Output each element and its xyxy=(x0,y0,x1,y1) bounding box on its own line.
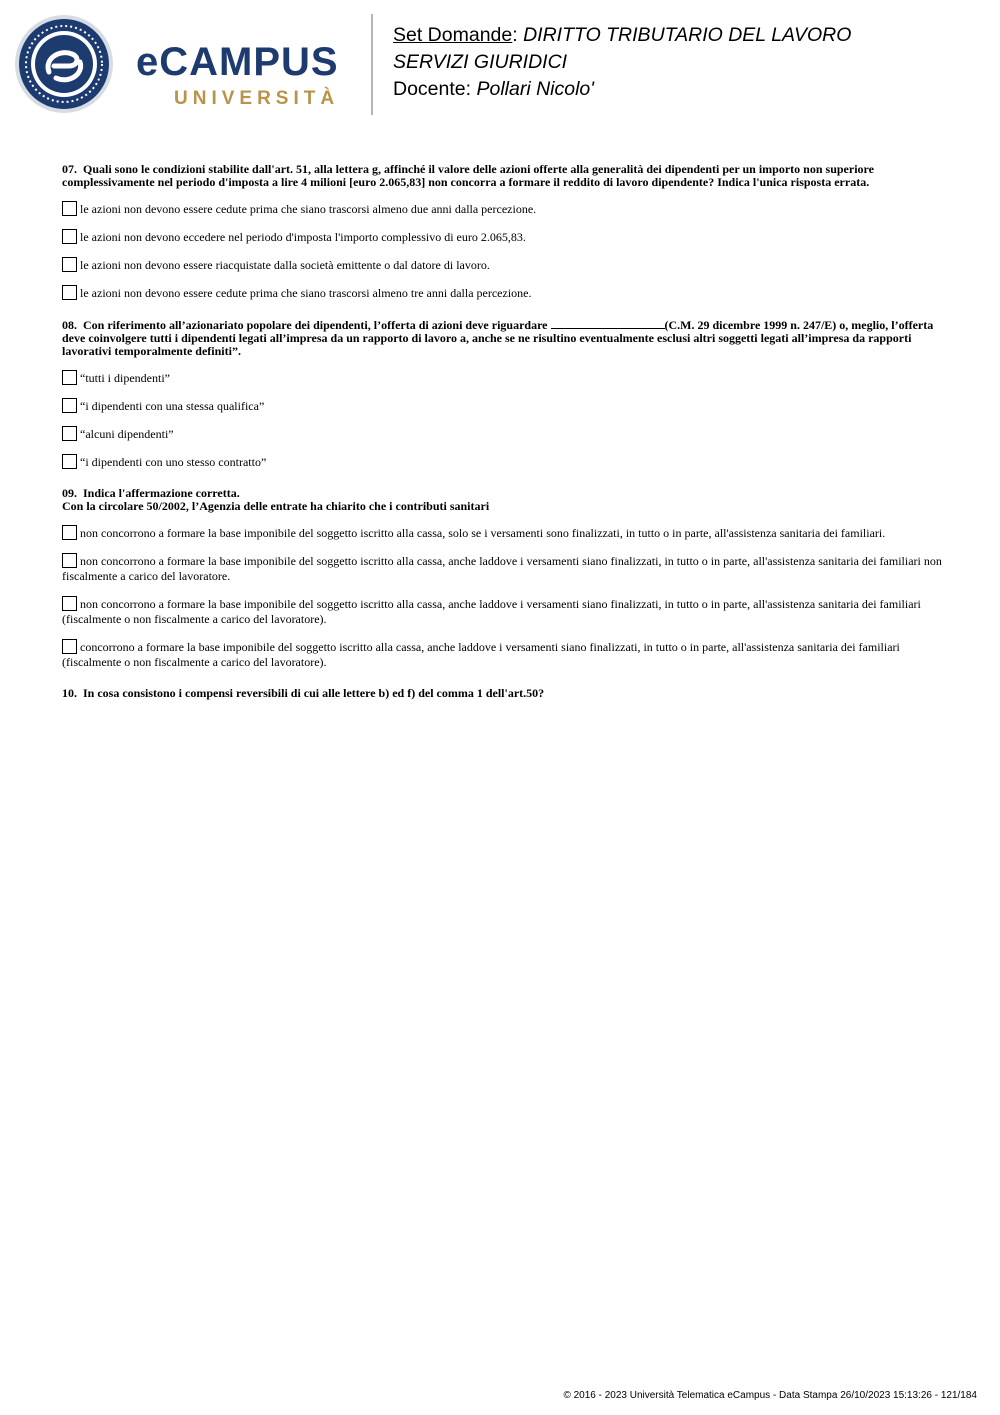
brand-subtitle: UNIVERSITÀ xyxy=(174,88,340,109)
question-body: Indica l'affermazione corretta. xyxy=(83,486,240,500)
page-footer: © 2016 - 2023 Università Telematica eCampus - Data Stampa 26/10/2023 15:13:26 - 121/184 xyxy=(563,1390,977,1401)
ecampus-logo xyxy=(14,14,359,119)
answer-checkbox[interactable] xyxy=(62,285,77,300)
question-text xyxy=(62,163,942,189)
answer-option xyxy=(62,229,942,245)
question-number: 09. xyxy=(62,486,77,500)
question-body-continued: (C.M. 29 dicembre 1999 n. 247/E) o, meglio, l’offerta deve coinvolgere tutti i dipendenti legati all’impresa da un rapporto di lavoro a, anche se ne risultino eventualmente esclusi altri soggetti legati all’impresa da rapporti lavorativi temporalmente definiti”. xyxy=(62,318,934,358)
answer-checkbox[interactable] xyxy=(62,201,77,216)
answer-label: “i dipendenti con uno stesso contratto” xyxy=(80,455,267,469)
teacher-name: Pollari Nicolo' xyxy=(476,78,594,100)
header-divider xyxy=(371,14,373,115)
answer-label: “alcuni dipendenti” xyxy=(80,427,174,441)
answer-option xyxy=(62,257,942,273)
answer-option xyxy=(62,525,942,541)
answer-checkbox[interactable] xyxy=(62,454,77,469)
answer-option xyxy=(62,596,942,627)
question-10 xyxy=(62,687,942,700)
answer-checkbox[interactable] xyxy=(62,553,77,568)
answer-checkbox[interactable] xyxy=(62,398,77,413)
answer-label: non concorrono a formare la base imponibile del soggetto iscritto alla cassa, anche laddove i versamenti siano finalizzati, in tutto o in parte, all'assistenza sanitaria dei familiari (fiscalmente o non fiscalmente a carico del lavoratore). xyxy=(62,597,921,626)
answer-option xyxy=(62,285,942,301)
answer-checkbox[interactable] xyxy=(62,229,77,244)
header-info xyxy=(393,22,851,103)
answer-label: “i dipendenti con una stessa qualifica” xyxy=(80,399,265,413)
answer-option xyxy=(62,426,942,442)
question-08 xyxy=(62,318,942,470)
answer-checkbox[interactable] xyxy=(62,596,77,611)
answer-label: le azioni non devono essere cedute prima che siano trascorsi almeno due anni dalla percezione. xyxy=(80,202,537,216)
answer-option xyxy=(62,553,942,584)
answer-label: “tutti i dipendenti” xyxy=(80,371,170,385)
question-text xyxy=(62,487,942,513)
answer-label: non concorrono a formare la base imponibile del soggetto iscritto alla cassa, anche laddove i versamenti siano finalizzati, in tutto o in parte, all'assistenza sanitaria dei familiari non fiscalmente a carico del lavoratore. xyxy=(62,554,942,583)
answer-label: le azioni non devono essere riacquistate dalla società emittente o dal datore di lavoro. xyxy=(80,258,490,272)
answer-option xyxy=(62,398,942,414)
answer-checkbox[interactable] xyxy=(62,370,77,385)
fill-in-blank xyxy=(551,318,665,329)
question-body: Con riferimento all’azionariato popolare dei dipendenti, l’offerta di azioni deve riguardare xyxy=(83,318,551,332)
answer-checkbox[interactable] xyxy=(62,639,77,654)
question-list xyxy=(62,163,942,717)
brand-name: eCAMPUS xyxy=(136,40,339,84)
answer-checkbox[interactable] xyxy=(62,257,77,272)
answer-checkbox[interactable] xyxy=(62,426,77,441)
set-label: Set Domande xyxy=(393,24,513,46)
answer-option xyxy=(62,454,942,470)
set-line xyxy=(393,22,851,49)
question-09 xyxy=(62,487,942,670)
question-number: 10. xyxy=(62,686,77,700)
question-body-line2: Con la circolare 50/2002, l’Agenzia delle entrate ha chiarito che i contributi sanitari xyxy=(62,499,490,513)
question-text xyxy=(62,687,942,700)
answer-label: le azioni non devono essere cedute prima che siano trascorsi almeno tre anni dalla percezione. xyxy=(80,286,532,300)
answer-option xyxy=(62,370,942,386)
question-number: 07. xyxy=(62,162,77,176)
teacher-label: Docente: xyxy=(393,78,477,100)
question-07 xyxy=(62,163,942,301)
answer-label: non concorrono a formare la base imponibile del soggetto iscritto alla cassa, solo se i versamenti sono finalizzati, in tutto o in parte, all'assistenza sanitaria dei familiari. xyxy=(80,526,886,540)
question-number: 08. xyxy=(62,318,77,332)
question-text xyxy=(62,318,942,358)
course-title-line2: SERVIZI GIURIDICI xyxy=(393,51,568,73)
answer-option xyxy=(62,639,942,670)
answer-label: le azioni non devono eccedere nel periodo d'imposta l'importo complessivo di euro 2.065,83. xyxy=(80,230,526,244)
course-title-line1: DIRITTO TRIBUTARIO DEL LAVORO xyxy=(523,24,852,46)
answer-checkbox[interactable] xyxy=(62,525,77,540)
set-separator: : xyxy=(512,24,524,46)
teacher-line xyxy=(393,76,851,103)
university-seal-icon xyxy=(14,14,114,114)
answer-option xyxy=(62,201,942,217)
question-body: In cosa consistono i compensi reversibili di cui alle lettere b) ed f) del comma 1 dell'art.50? xyxy=(83,686,545,700)
question-body: Quali sono le condizioni stabilite dall'art. 51, alla lettera g, affinché il valore delle azioni offerte alla generalità dei dipendenti per un importo non superiore complessivamente nel periodo d'imposta a lire 4 milioni [euro 2.065,83] non concorra a formare il reddito di lavoro dipendente? Indica l'unica risposta errata. xyxy=(62,162,874,189)
answer-label: concorrono a formare la base imponibile del soggetto iscritto alla cassa, anche laddove i versamenti siano finalizzati, in tutto o in parte, all'assistenza sanitaria dei familiari (fiscalmente o non fiscalmente a carico del lavoratore). xyxy=(62,640,900,669)
